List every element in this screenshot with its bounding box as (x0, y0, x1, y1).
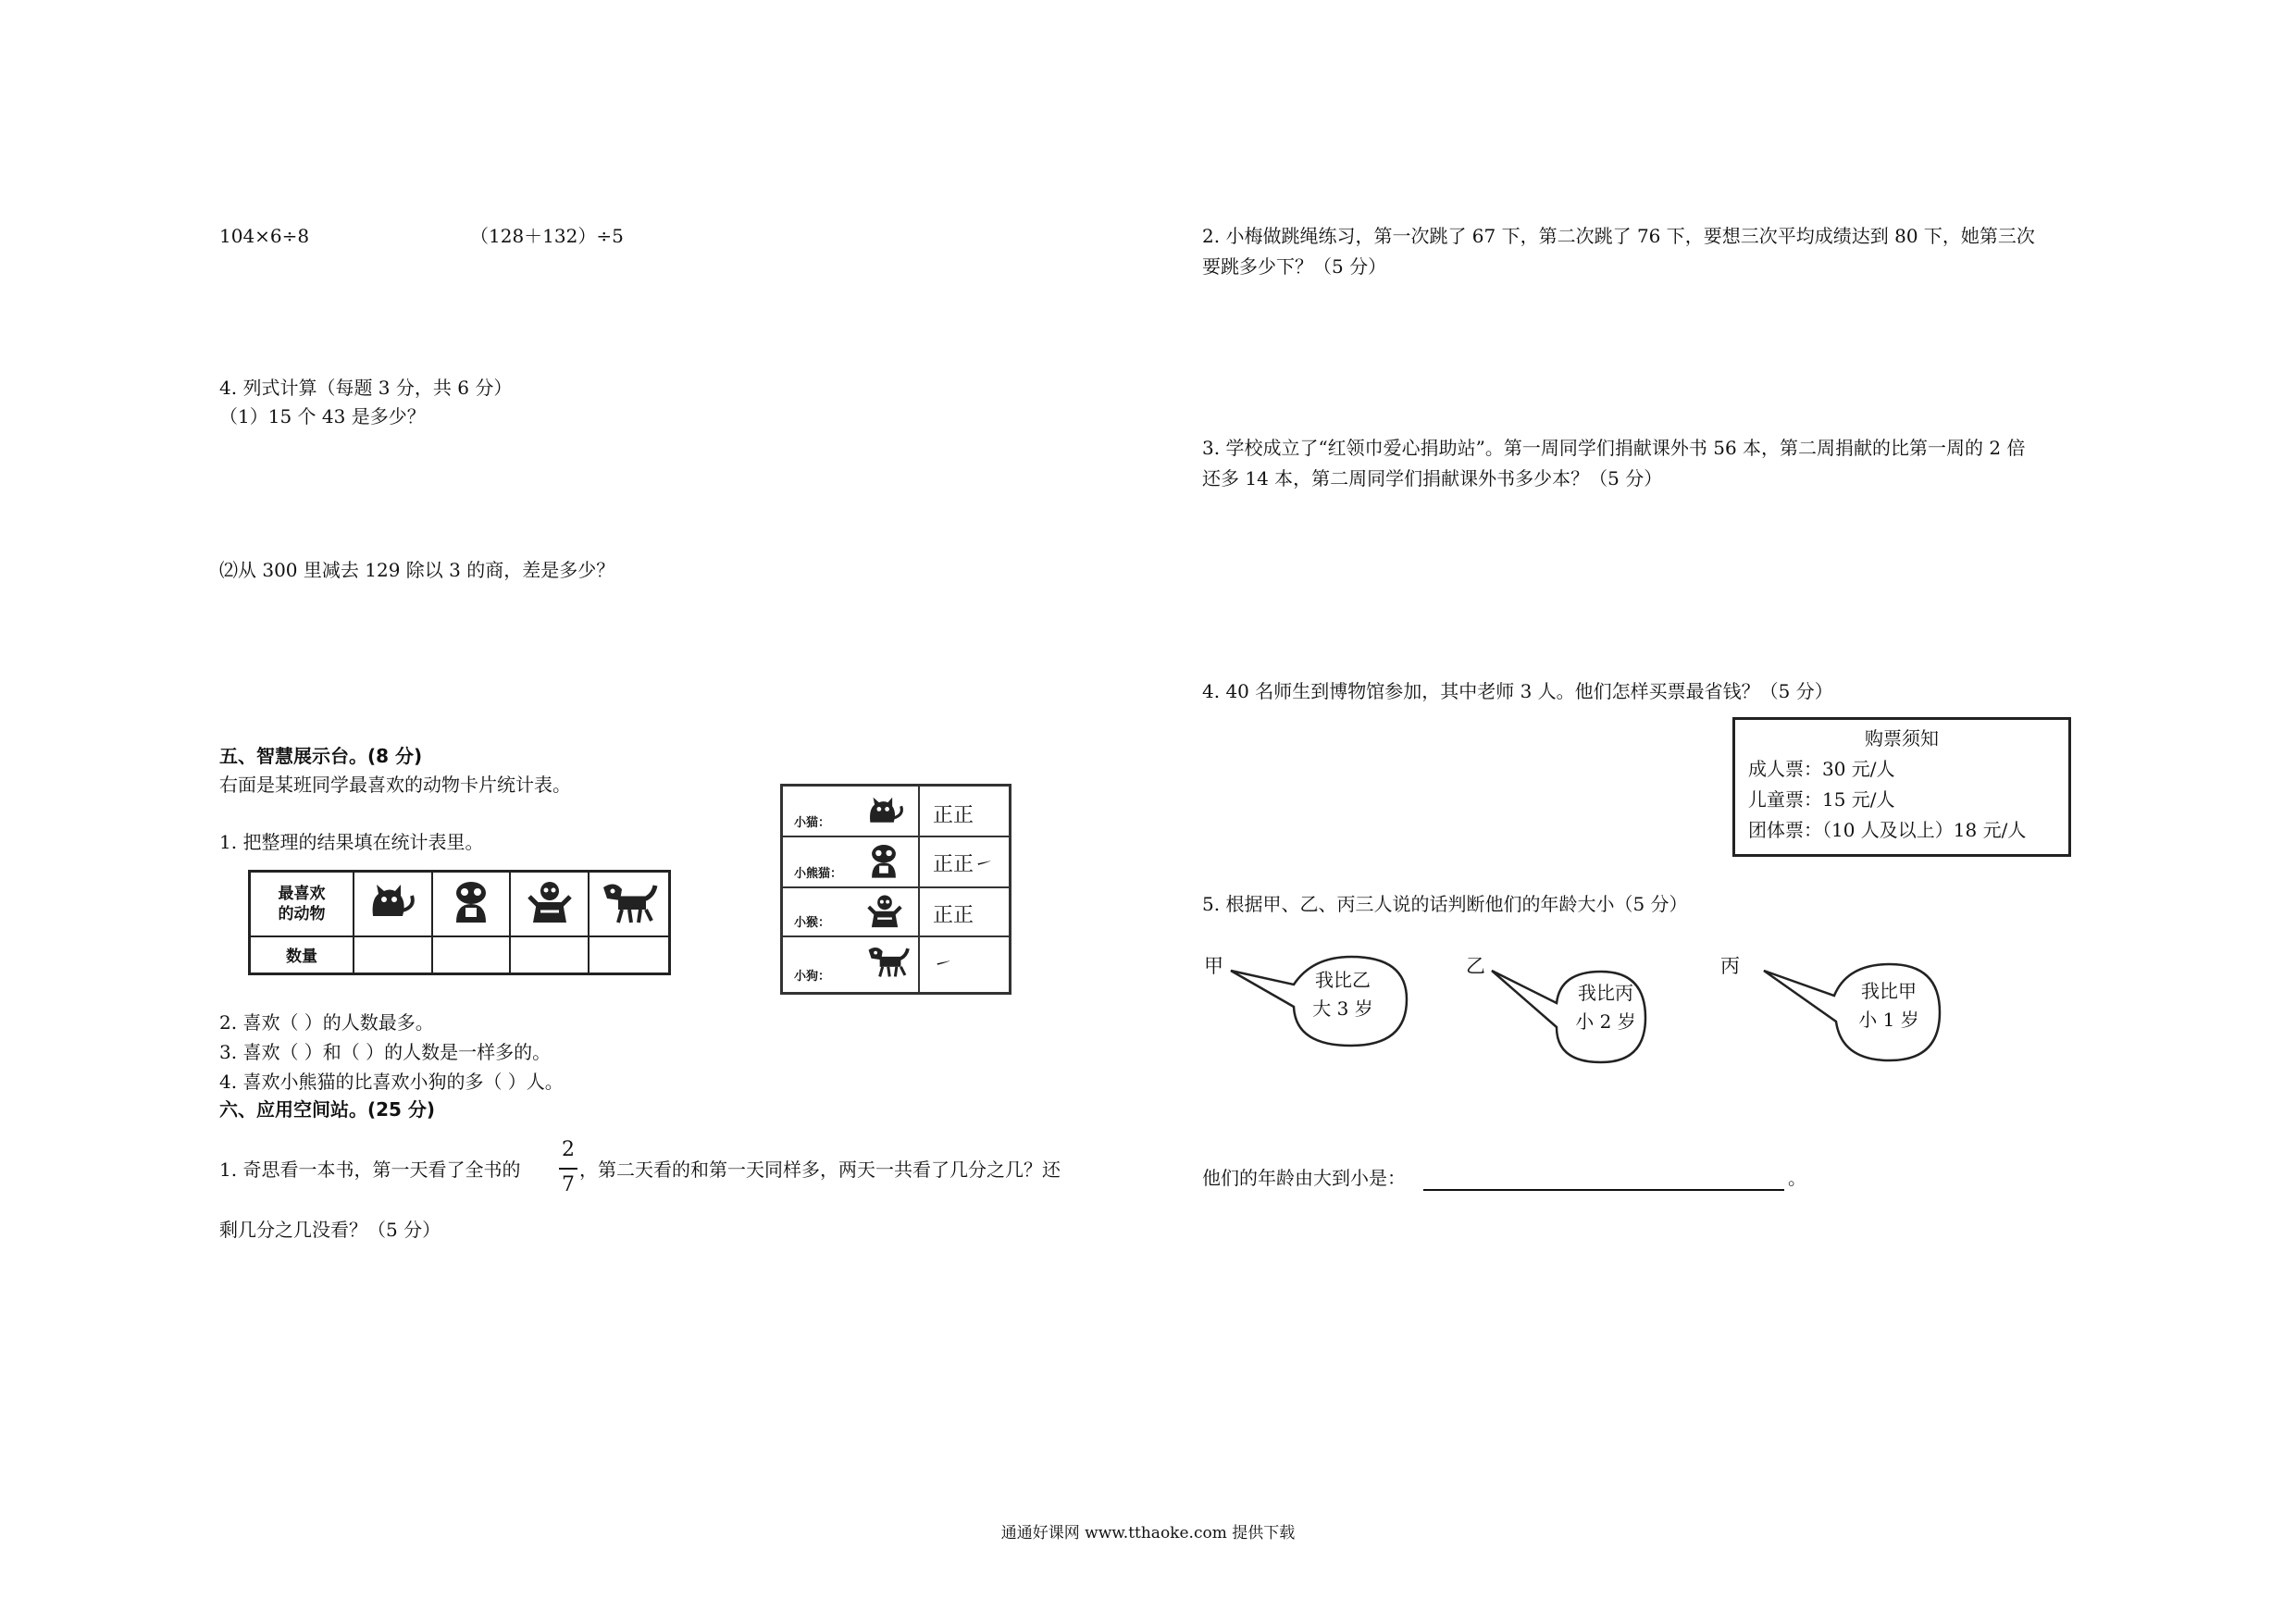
speaker-yi-label: 乙 (1466, 955, 1485, 977)
notice-child: 儿童票：15 元/人 (1748, 788, 1895, 811)
bubble-jia-text (1292, 966, 1394, 1023)
red-panda-icon (447, 878, 495, 924)
tally-name-red-panda: 小熊猫： (794, 867, 843, 881)
tally-row-dog (783, 935, 1009, 989)
section6-q1-part3: 剩几分之几没看？（5 分） (219, 1219, 441, 1241)
animal-tally-card (780, 784, 1011, 995)
monkey-icon (524, 878, 576, 924)
right-q2-line1: 2. 小梅做跳绳练习，第一次跳了 67 下，第二次跳了 76 下，要想三次平均成绩达到 80 下，她第三次 (1202, 225, 2035, 247)
bubble-yi-text (1555, 979, 1657, 1036)
dog-icon (598, 878, 659, 924)
dog-icon (864, 941, 911, 980)
bubble-yi-line1: 我比丙 (1578, 982, 1633, 1004)
right-q5: 5. 根据甲、乙、丙三人说的话判断他们的年龄大小（5 分） (1202, 893, 1688, 915)
age-answer-end: 。 (1788, 1167, 1806, 1189)
bubble-jia-line1: 我比乙 (1315, 969, 1371, 991)
table-header-line1: 最喜欢 (278, 884, 326, 903)
table-header-cell (250, 872, 354, 936)
fraction-bar (559, 1168, 577, 1170)
animal-stats-table (248, 870, 671, 975)
calc-expression-b: （128＋132）÷5 (470, 225, 624, 247)
right-q2-line2: 要跳多少下？（5 分） (1202, 255, 1387, 278)
section6-title: 六、应用空间站。(25 分) (219, 1098, 436, 1121)
tally-row-cat (783, 787, 1009, 837)
cat-icon (366, 879, 419, 923)
bubble-bing-line2: 小 1 岁 (1858, 1009, 1919, 1031)
notice-group: 团体票：（10 人及以上）18 元/人 (1748, 819, 2027, 841)
tally-name-dog: 小狗： (794, 970, 831, 984)
table-monkey-cell (510, 872, 589, 936)
section6-q1-part1: 1. 奇思看一本书，第一天看了全书的 (219, 1158, 521, 1181)
table-count-label: 数量 (250, 936, 354, 974)
notice-adult: 成人票：30 元/人 (1748, 758, 1895, 780)
table-dog-cell (589, 872, 670, 936)
bubble-bing-text (1838, 977, 1940, 1035)
section5-intro: 右面是某班同学最喜欢的动物卡片统计表。 (219, 774, 571, 796)
cat-icon (864, 792, 907, 829)
tally-row-red-panda (783, 836, 1009, 888)
tally-marks-red-panda: 正正㇀ (933, 853, 995, 876)
bubble-bing-line1: 我比甲 (1861, 980, 1917, 1002)
q4-title: 4. 列式计算（每题 3 分，共 6 分） (219, 377, 513, 399)
age-answer-label: 他们的年龄由大到小是： (1202, 1167, 1406, 1189)
bubble-yi-line2: 小 2 岁 (1575, 1010, 1636, 1033)
fraction-numerator: 2 (562, 1138, 575, 1161)
page-footer: 通通好课网 www.tthaoke.com 提供下载 (1000, 1524, 1296, 1542)
bubble-jia-line2: 大 3 岁 (1312, 997, 1373, 1020)
table-count-red-panda[interactable] (432, 936, 510, 974)
q4-part2: ⑵从 300 里减去 129 除以 3 的商，差是多少？ (219, 559, 615, 581)
right-q3-line2: 还多 14 本，第二周同学们捐献课外书多少本？（5 分） (1202, 467, 1663, 489)
notice-title: 购票须知 (1865, 727, 1939, 750)
fraction-denominator: 7 (562, 1173, 575, 1196)
tally-name-cat: 小猫： (794, 816, 831, 830)
right-q4: 4. 40 名师生到博物馆参加，其中老师 3 人。他们怎样买票最省钱？（5 分） (1202, 680, 1833, 702)
table-count-dog[interactable] (589, 936, 670, 974)
section5-q3: 3. 喜欢（ ）和（ ）的人数是一样多的。 (219, 1041, 552, 1063)
tally-marks-dog: ㇀ (933, 953, 954, 976)
table-count-cat[interactable] (354, 936, 432, 974)
red-panda-icon (864, 841, 903, 880)
table-cat-cell (354, 872, 432, 936)
section5-title: 五、智慧展示台。(8 分) (219, 745, 423, 767)
q4-part1: （1）15 个 43 是多少？ (219, 405, 426, 427)
calc-expression-a: 104×6÷8 (219, 225, 310, 247)
tally-marks-cat: 正正 (933, 804, 974, 827)
section5-q4: 4. 喜欢小熊猫的比喜欢小狗的多（ ）人。 (219, 1071, 564, 1093)
age-answer-blank[interactable] (1423, 1189, 1784, 1191)
tally-marks-monkey: 正正 (933, 904, 974, 927)
section5-q1: 1. 把整理的结果填在统计表里。 (219, 831, 484, 853)
table-header-line2: 的动物 (278, 904, 326, 923)
section6-q1-part2: ，第二天看的和第一天同样多，两天一共看了几分之几？还 (579, 1158, 1061, 1181)
section5-q2: 2. 喜欢（ ）的人数最多。 (219, 1011, 434, 1034)
table-count-monkey[interactable] (510, 936, 589, 974)
right-q3-line1: 3. 学校成立了“红领巾爱心捐助站”。第一周同学们捐献课外书 56 本，第二周捐献的比第一周的 2 倍 (1202, 437, 2026, 459)
speaker-bing-label: 丙 (1720, 955, 1740, 977)
ticket-notice-box (1732, 717, 2071, 857)
speaker-jia-label: 甲 (1204, 955, 1223, 977)
tally-name-monkey: 小猴： (794, 916, 831, 930)
tally-row-monkey (783, 886, 1009, 937)
table-red-panda-cell (432, 872, 510, 936)
monkey-icon (864, 892, 905, 929)
